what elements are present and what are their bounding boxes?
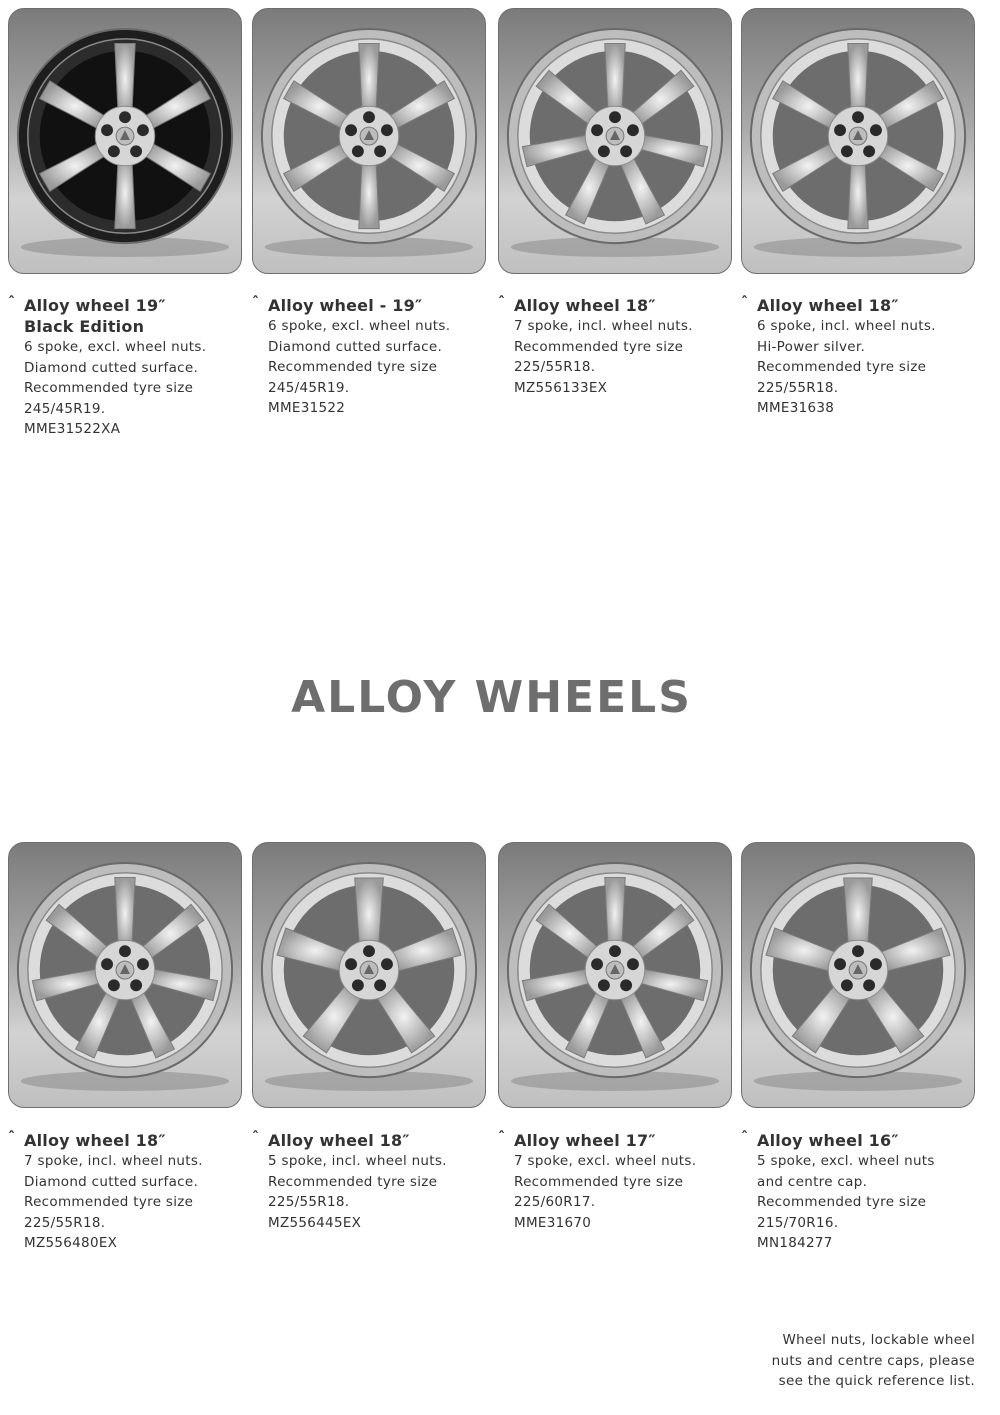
part-number: MZ556445EX — [268, 1214, 362, 1231]
alloy-wheel-5-spoke-16-image — [741, 842, 975, 1108]
caret-icon: ˆ — [498, 1130, 505, 1146]
part-number: MME31670 — [514, 1214, 592, 1231]
wheel-spec-line: 7 spoke, incl. wheel nuts. — [514, 318, 693, 334]
wheel-spec-line: 245/45R19. — [24, 400, 106, 417]
wheel-spec-line: 225/60R17. — [514, 1194, 596, 1210]
wheel-caption — [8, 1130, 238, 1254]
wheel-spec-line: Recommended tyre size — [24, 1194, 194, 1210]
wheel-spec-line: Recommended tyre size — [268, 359, 438, 375]
part-number: MZ556480EX — [24, 1235, 118, 1251]
wheel-caption — [498, 1130, 728, 1233]
wheel-caption — [8, 295, 238, 440]
wheel-title: Alloy wheel 16″ — [757, 1131, 899, 1150]
wheel-spec-line: 225/55R18. — [757, 379, 839, 396]
wheel-spec-line: 6 spoke, excl. wheel nuts. — [268, 318, 451, 334]
footnote-line: Wheel nuts, lockable wheel — [782, 1332, 975, 1348]
alloy-wheel-7-spoke-image — [498, 8, 732, 274]
footnote — [735, 1330, 975, 1392]
wheel-spec-line: Diamond cutted surface. — [24, 1173, 199, 1190]
alloy-wheel-6-spoke-black-image — [8, 8, 242, 274]
wheel-spec-line: Diamond cutted surface. — [268, 338, 443, 355]
part-number: MME31522XA — [24, 421, 121, 437]
caret-icon: ˆ — [8, 295, 15, 311]
alloy-wheel-6-spoke-image — [252, 8, 486, 274]
wheel-title: Alloy wheel 19″ — [24, 296, 166, 315]
part-number: MN184277 — [757, 1235, 833, 1251]
wheel-caption — [252, 1130, 482, 1233]
wheel-caption — [252, 295, 482, 419]
alloy-wheel-7-spoke-diamond-image — [8, 842, 242, 1108]
wheel-spec-line: 225/55R18. — [268, 1194, 350, 1210]
wheel-spec-line: Recommended tyre size — [514, 338, 684, 355]
wheel-spec-line: 7 spoke, excl. wheel nuts. — [514, 1153, 697, 1169]
caret-icon: ˆ — [8, 1130, 15, 1146]
wheel-spec-line: 215/70R16. — [757, 1214, 839, 1231]
footnote-line: nuts and centre caps, please — [771, 1352, 975, 1369]
wheel-spec-line: 245/45R19. — [268, 379, 350, 396]
wheel-caption — [741, 1130, 971, 1254]
wheel-spec-line: 225/55R18. — [24, 1214, 106, 1231]
wheel-spec-line: and centre cap. — [757, 1173, 868, 1190]
wheel-title: Alloy wheel 18″ — [268, 1131, 410, 1150]
wheel-spec-line: Recommended tyre size — [757, 359, 927, 375]
alloy-wheel-6-spoke-hi-power-image — [741, 8, 975, 274]
footnote-line: see the quick reference list. — [778, 1373, 975, 1389]
wheel-title: Black Edition — [24, 317, 145, 336]
page-title: ALLOY WHEELS — [291, 672, 692, 723]
alloy-wheel-7-spoke-17-image — [498, 842, 732, 1108]
wheel-spec-line: 6 spoke, excl. wheel nuts. — [24, 339, 207, 355]
wheel-spec-line: 6 spoke, incl. wheel nuts. — [757, 318, 936, 334]
wheel-title: Alloy wheel 18″ — [24, 1131, 166, 1150]
wheel-title: Alloy wheel - 19″ — [268, 296, 423, 315]
caret-icon: ˆ — [252, 295, 259, 311]
caret-icon: ˆ — [741, 1130, 748, 1146]
wheel-spec-line: 5 spoke, excl. wheel nuts — [757, 1153, 935, 1169]
wheel-spec-line: Recommended tyre size — [514, 1173, 684, 1190]
wheel-caption — [741, 295, 971, 419]
wheel-spec-line: 7 spoke, incl. wheel nuts. — [24, 1153, 203, 1169]
wheel-spec-line: 5 spoke, incl. wheel nuts. — [268, 1153, 447, 1169]
wheel-spec-line: Recommended tyre size — [757, 1194, 927, 1210]
alloy-wheel-5-spoke-image — [252, 842, 486, 1108]
wheel-spec-line: Recommended tyre size — [24, 380, 194, 396]
wheel-caption — [498, 295, 728, 398]
part-number: MZ556133EX — [514, 379, 608, 396]
caret-icon: ˆ — [498, 295, 505, 311]
caret-icon: ˆ — [741, 295, 748, 311]
wheel-spec-line: 225/55R18. — [514, 359, 596, 375]
wheel-title: Alloy wheel 18″ — [514, 296, 656, 315]
wheel-title: Alloy wheel 17″ — [514, 1131, 656, 1150]
wheel-spec-line: Recommended tyre size — [268, 1173, 438, 1190]
part-number: MME31638 — [757, 400, 835, 416]
wheel-spec-line: Diamond cutted surface. — [24, 359, 199, 376]
part-number: MME31522 — [268, 400, 346, 416]
wheel-spec-line: Hi-Power silver. — [757, 338, 866, 355]
caret-icon: ˆ — [252, 1130, 259, 1146]
wheel-title: Alloy wheel 18″ — [757, 296, 899, 315]
